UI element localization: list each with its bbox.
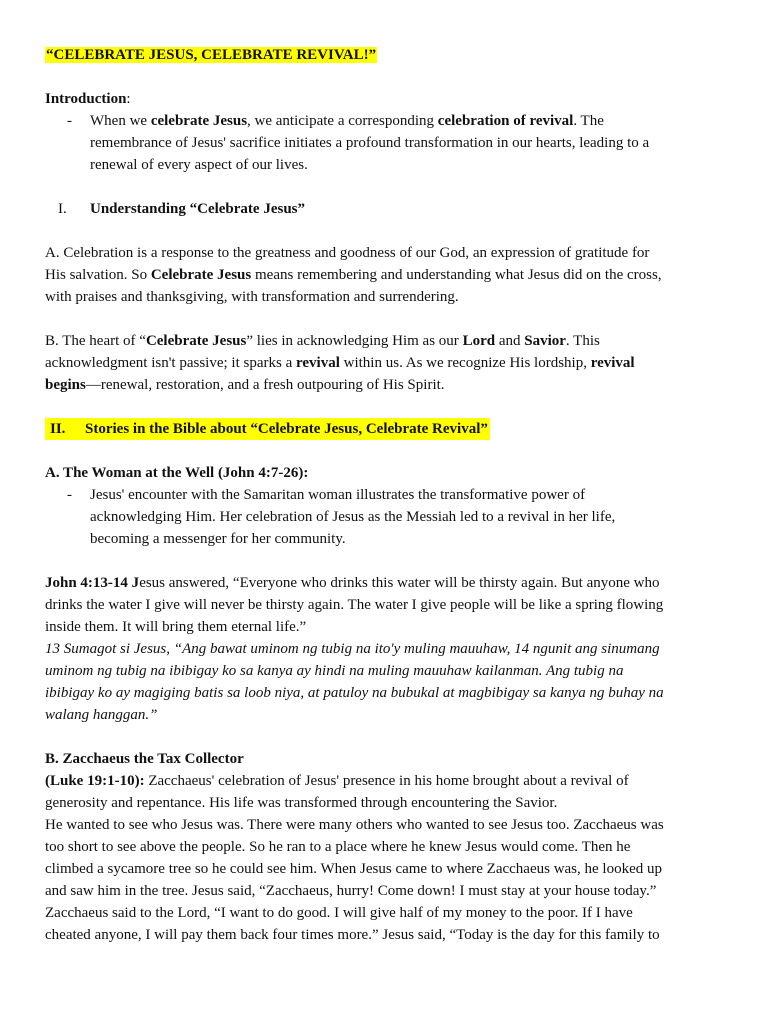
section-1-heading [45,198,722,220]
tagalog-line-2: uminom ng tubig na ibibigay ko sa kanya ay hindi na muling mauuhaw kailanman. Ang tubig na [45,663,624,679]
intro-line-2: remembrance of Jesus' sacrifice initiates a profound transformation in our hearts, leading to a [90,135,650,151]
section-1-title: Understanding “Celebrate Jesus” [90,201,306,217]
story-b-reference: (Luke 19:1-10): [45,773,145,789]
tagalog-line-1: 13 Sumagot si Jesus, “Ang bawat uminom ng tubig na ito'y muling mauuhaw, 14 ngunit ang sinumang [45,641,660,657]
title-text: “CELEBRATE JESUS, CELEBRATE REVIVAL!” [46,47,377,63]
story-b-line-2: generosity and repentance. His life was transformed through encountering the Savior. [45,795,558,811]
section-1-a-line-3: with praises and thanksgiving, with transformation and surrendering. [45,289,459,305]
story-a-heading: A. The Woman at the Well (John 4:7-26): [45,465,309,481]
story-a-line-3: becoming a messenger for her community. [90,531,346,547]
section-2-number: II. [50,421,66,437]
verse-line-2: drinks the water I give will never be thirsty again. The water I give people will be like a spring flowing [45,597,664,613]
intro-bullet [45,110,722,176]
story-b-line-7: Zacchaeus said to the Lord, “I want to do good. I will give half of my money to the poor. If I have [45,905,633,921]
bullet-dash: - [67,113,72,129]
story-b-line-1: (Luke 19:1-10): Zacchaeus' celebration of Jesus' presence in his home brought about a revival of [45,773,629,789]
intro-line-3: renewal of every aspect of our lives. [90,157,308,173]
tagalog-line-4: walang hanggan.” [45,707,158,723]
intro-heading-line: Introduction: [45,91,131,107]
story-b-heading: B. Zacchaeus the Tax Collector [45,751,244,767]
section-1-a-line-2: His salvation. So Celebrate Jesus means remembering and understanding what Jesus did on the cross, [45,267,662,283]
section-1-number: I. [58,201,67,217]
tagalog-line-3: ibibigay ko ay magiging batis sa loob niya, at patuloy na bubukal at magbibigay sa kanya ng buhay na [45,685,664,701]
story-a-bullet [45,484,722,550]
story-b-line-5: climbed a sycamore tree so he could see him. When Jesus came to where Zacchaeus was, he looked up [45,861,662,877]
section-1-b-line-2: acknowledgment isn't passive; it sparks a revival within us. As we recognize His lordship, revival [45,355,635,371]
section-1-b-line-1: B. The heart of “Celebrate Jesus” lies in acknowledging Him as our Lord and Savior. This [45,333,600,349]
story-b-line-3: He wanted to see who Jesus was. There were many others who wanted to see Jesus too. Zacchaeus was [45,817,664,833]
verse-reference: John 4:13-14 J [45,575,140,591]
story-b-line-4: too short to see above the people. So he ran to a place where he knew Jesus would come. Then he [45,839,631,855]
story-a-line-2: acknowledging Him. Her celebration of Jesus as the Messiah led to a revival in her life, [90,509,616,525]
verse-line-3: inside them. It will bring them eternal life.” [45,619,307,635]
section-1-b-line-3: begins—renewal, restoration, and a fresh outpouring of His Spirit. [45,377,445,393]
intro-line-1: When we celebrate Jesus, we anticipate a corresponding celebration of revival. The [90,113,604,129]
verse-line-1: John 4:13-14 Jesus answered, “Everyone who drinks this water will be thirsty again. But anyone who [45,575,660,591]
story-a-line-1: Jesus' encounter with the Samaritan woman illustrates the transformative power of [90,487,586,503]
document-title [45,44,722,66]
section-1-a-line-1: A. Celebration is a response to the greatness and goodness of our God, an expression of gratitude for [45,245,650,261]
section-2-title: Stories in the Bible about “Celebrate Jesus, Celebrate Revival” [85,421,488,437]
section-2-heading [45,418,722,440]
story-b-line-6: and saw him in the tree. Jesus said, “Zacchaeus, hurry! Come down! I must stay at your house today.” [45,883,657,899]
bullet-dash: - [67,487,72,503]
intro-heading: Introduction [45,91,127,107]
story-b-line-8: cheated anyone, I will pay them back four times more.” Jesus said, “Today is the day for this family to [45,927,660,943]
